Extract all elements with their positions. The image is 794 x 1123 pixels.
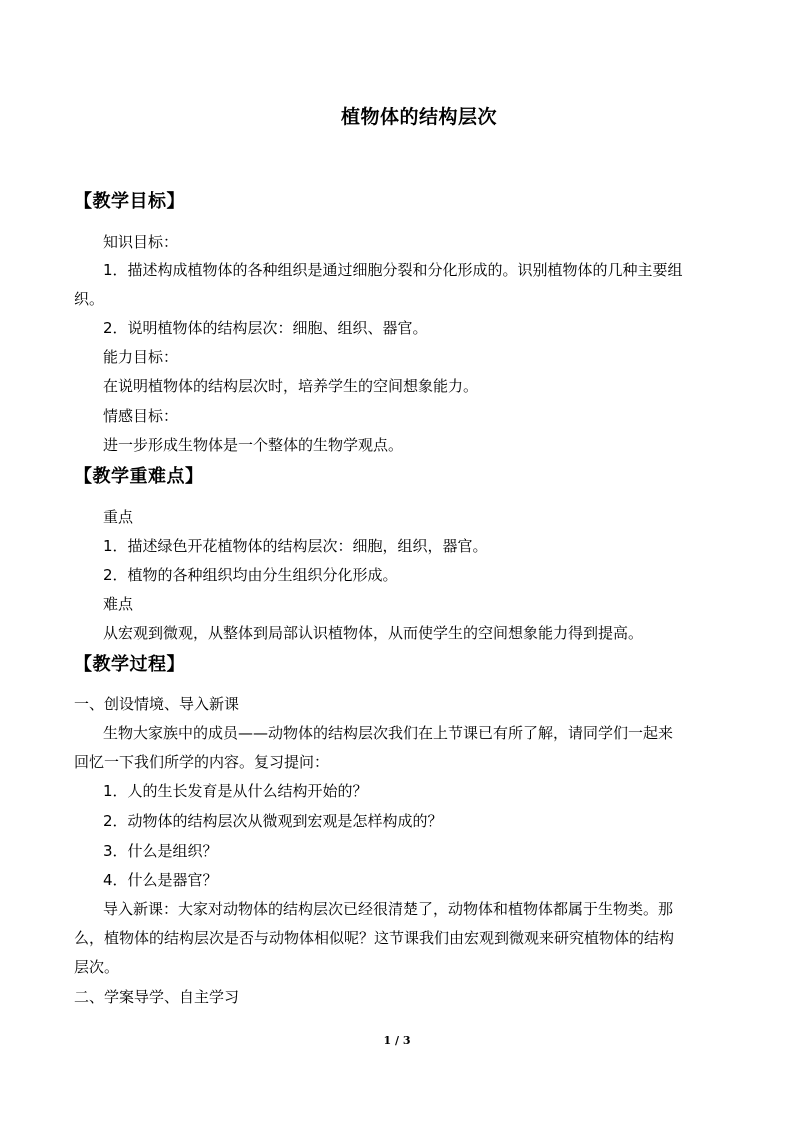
difficult-point-text: 从宏观到微观，从整体到局部认识植物体，从而使学生的空间想象能力得到提高。 bbox=[103, 624, 644, 642]
key-point-label: 重点 bbox=[103, 508, 134, 526]
review-question-2: 2．动物体的结构层次从微观到宏观是怎样构成的？ bbox=[103, 812, 443, 830]
page-title: 植物体的结构层次 bbox=[340, 106, 497, 128]
knowledge-goal-1-line-1: 1．描述构成植物体的各种组织是通过细胞分裂和分化形成的。识别植物体的几种主要组 bbox=[103, 261, 683, 279]
process-part-1-title: 一、创设情境、导入新课 bbox=[74, 695, 240, 713]
difficult-point-label: 难点 bbox=[103, 595, 134, 613]
key-point-2: 2．植物的各种组织均由分生组织分化形成。 bbox=[103, 566, 398, 584]
ability-goal-label: 能力目标： bbox=[103, 348, 179, 366]
knowledge-goal-2: 2．说明植物体的结构层次：细胞、组织、器官。 bbox=[103, 319, 428, 337]
new-lesson-line-2: 么，植物体的结构层次是否与动物体相似呢？这节课我们由宏观到微观来研究植物体的结构 bbox=[74, 929, 675, 947]
intro-paragraph-line-2: 回忆一下我们所学的内容。复习提问： bbox=[74, 753, 330, 771]
ability-goal-text: 在说明植物体的结构层次时，培养学生的空间想象能力。 bbox=[103, 377, 479, 395]
emotion-goal-label: 情感目标： bbox=[103, 407, 179, 425]
new-lesson-line-1: 导入新课：大家对动物体的结构层次已经很清楚了，动物体和植物体都属于生物类。那 bbox=[103, 900, 674, 918]
new-lesson-line-3: 层次。 bbox=[74, 958, 120, 976]
knowledge-goal-1-line-2: 织。 bbox=[74, 290, 105, 308]
review-question-3: 3．什么是组织？ bbox=[103, 842, 218, 860]
key-point-1: 1．描述绿色开花植物体的结构层次：细胞，组织，器官。 bbox=[103, 537, 488, 555]
section-heading-goals: 【教学目标】 bbox=[74, 191, 185, 212]
review-question-1: 1．人的生长发育是从什么结构开始的？ bbox=[103, 782, 368, 800]
process-part-2-title: 二、学案导学、自主学习 bbox=[74, 988, 240, 1006]
section-heading-process: 【教学过程】 bbox=[74, 654, 185, 675]
page-number: 1 / 3 bbox=[383, 1034, 411, 1047]
knowledge-goal-label: 知识目标： bbox=[103, 233, 179, 251]
emotion-goal-text: 进一步形成生物体是一个整体的生物学观点。 bbox=[103, 436, 404, 454]
section-heading-key-points: 【教学重难点】 bbox=[74, 466, 204, 487]
review-question-4: 4．什么是器官？ bbox=[103, 871, 218, 889]
intro-paragraph-line-1: 生物大家族中的成员——动物体的结构层次我们在上节课已有所了解，请同学们一起来 bbox=[103, 724, 674, 742]
